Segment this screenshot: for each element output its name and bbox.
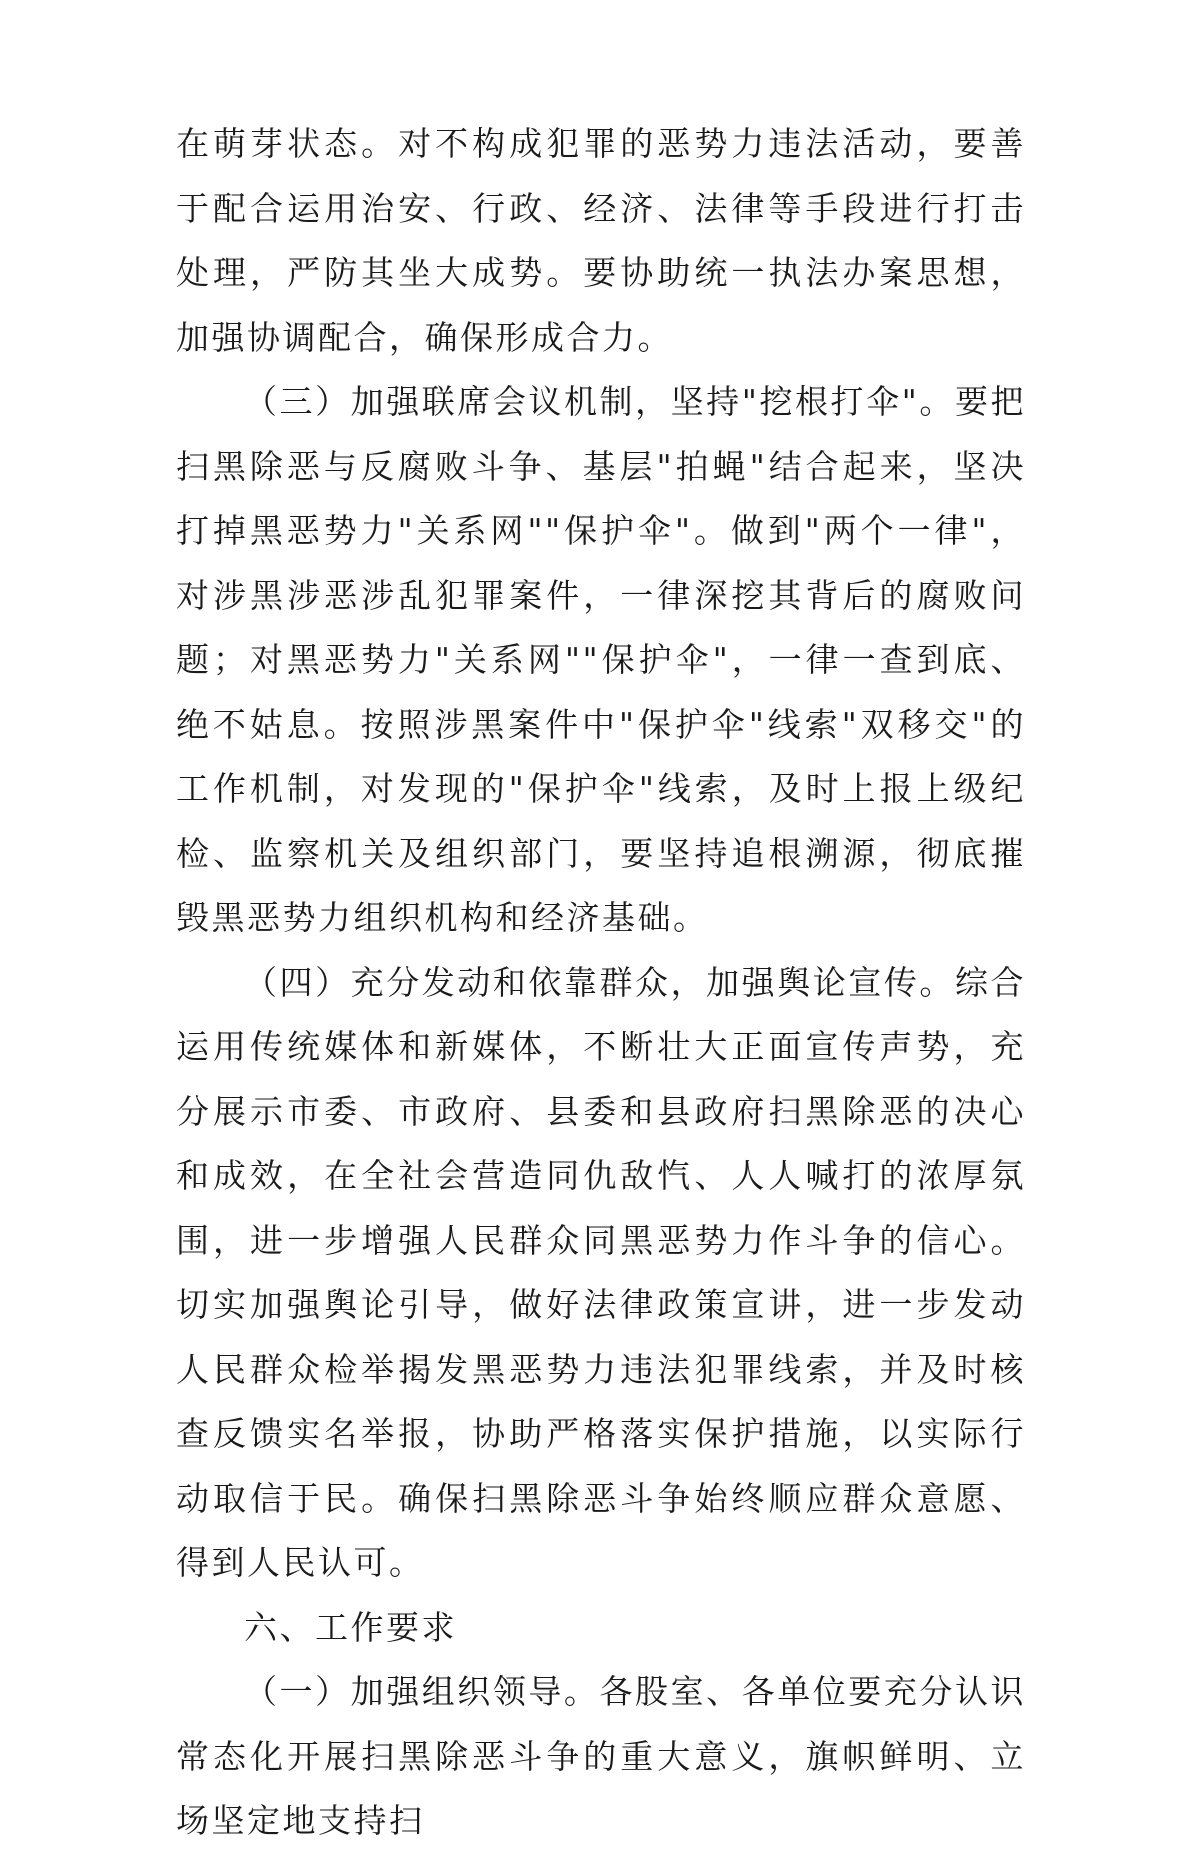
paragraph-requirement-one: （一）加强组织领导。各股室、各单位要充分认识常态化开展扫黑除恶斗争的重大意义，旗帜鲜明、立场坚定地支持扫 xyxy=(176,1672,1026,1840)
document-body xyxy=(176,112,1026,1854)
paragraph-section-three: （三）加强联席会议机制，坚持"挖根打伞"。要把扫黑除恶与反腐败斗争、基层"拍蝇"结合起来，坚决打掉黑恶势力"关系网""保护伞"。做到"两个一律"，对涉黑涉恶涉乱犯罪案件，一律深挖其背后的腐败问题；对黑恶势力"关系网""保护伞"，一律一查到底、绝不姑息。按照涉黑案件中"保护伞"线索"双移交"的工作机制，对发现的"保护伞"线索，及时上报上级纪检、监察机关及组织部门，要坚持追根溯源，彻底摧毁黑恶势力组织机构和经济基础。 xyxy=(176,382,1026,937)
heading-work-requirements: 六、工作要求 xyxy=(244,1607,457,1647)
paragraph-continuation: 在萌芽状态。对不构成犯罪的恶势力违法活动，要善于配合运用治安、行政、经济、法律等手段进行打击处理，严防其坐大成势。要协助统一执法办案思想，加强协调配合，确保形成合力。 xyxy=(176,124,1026,357)
paragraph-section-four: （四）充分发动和依靠群众，加强舆论宣传。综合运用传统媒体和新媒体，不断壮大正面宣传声势，充分展示市委、市政府、县委和县政府扫黑除恶的决心和成效，在全社会营造同仇敌忾、人人喊打的浓厚氛围，进一步增强人民群众同黑恶势力作斗争的信心。切实加强舆论引导，做好法律政策宣讲，进一步发动人民群众检举揭发黑恶势力违法犯罪线索，并及时核查反馈实名举报，协助严格落实保护措施，以实际行动取信于民。确保扫黑除恶斗争始终顺应群众意愿、得到人民认可。 xyxy=(176,962,1026,1582)
